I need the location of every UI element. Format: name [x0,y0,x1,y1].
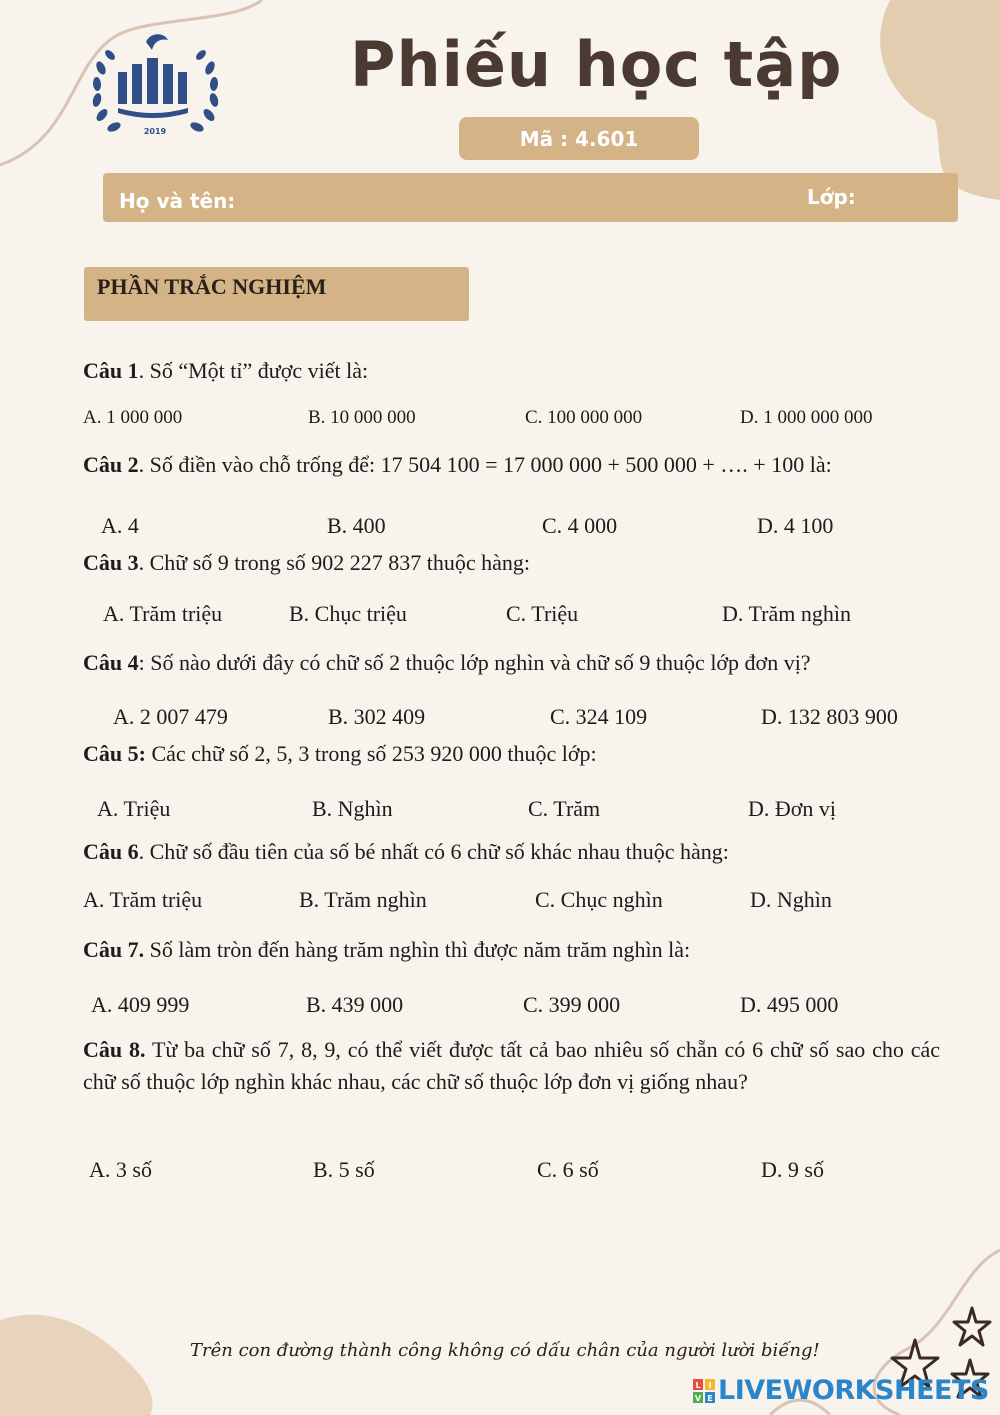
option-5b[interactable]: B. Nghìn [312,796,393,821]
svg-text:I: I [708,1381,712,1390]
question-text: . Chữ số 9 trong số 902 227 837 thuộc hàng: [138,550,531,575]
name-label: Họ và tên: [119,189,236,213]
option-8b[interactable]: B. 5 số [313,1157,375,1182]
option-1a[interactable]: A. 1 000 000 [83,407,183,428]
question-text: Từ ba chữ số 7, 8, 9, có thể viết được tất cả bao nhiêu số chẵn có 6 chữ số sao cho các chữ số thuộc lớp nghìn khác nhau, các chữ số thuộc lớp đơn vị giống nhau? [83,1037,940,1094]
question-4 [83,647,953,679]
question-3 [83,547,953,579]
class-label: Lớp: [807,185,856,209]
option-3c[interactable]: C. Triệu [506,601,579,626]
option-8a[interactable]: A. 3 số [89,1157,152,1182]
question-label: Câu 3 [83,550,139,575]
option-2d[interactable]: D. 4 100 [757,513,834,538]
question-text: Số làm tròn đến hàng trăm nghìn thì được năm trăm nghìn là: [144,937,691,962]
logo-year: 2019 [143,127,167,136]
question-text: . Chữ số đầu tiên của số bé nhất có 6 chữ số khác nhau thuộc hàng: [138,839,729,864]
option-4c[interactable]: C. 324 109 [550,704,648,729]
student-info-bar [103,173,958,222]
liveworksheets-logo-icon [693,1379,715,1403]
option-1c[interactable]: C. 100 000 000 [525,407,643,428]
question-5 [83,738,953,770]
option-7c[interactable]: C. 399 000 [523,992,621,1017]
question-8 [83,1034,940,1098]
question-text: Các chữ số 2, 5, 3 trong số 253 920 000 thuộc lớp: [145,741,597,766]
school-logo [88,30,223,142]
question-text: . Số điền vào chỗ trống để: 17 504 100 = 17 000 000 + 500 000 + …. + 100 là: [138,452,832,477]
question-label: Câu 6 [83,839,139,864]
worksheet-code [459,117,699,160]
question-2 [83,449,953,481]
option-7a[interactable]: A. 409 999 [91,992,190,1017]
option-7b[interactable]: B. 439 000 [306,992,404,1017]
question-7 [83,934,953,966]
option-3a[interactable]: A. Trăm triệu [103,601,223,626]
option-6d[interactable]: D. Nghìn [750,887,832,912]
option-8d[interactable]: D. 9 số [761,1157,824,1182]
option-4d[interactable]: D. 132 803 900 [761,704,898,729]
option-1b[interactable]: B. 10 000 000 [308,407,416,428]
svg-text:V: V [694,1394,702,1403]
option-3d[interactable]: D. Trăm nghìn [722,601,851,626]
option-5c[interactable]: C. Trăm [528,796,601,821]
section-title: PHẦN TRẮC NGHIỆM [97,274,327,299]
option-6b[interactable]: B. Trăm nghìn [299,887,427,912]
option-8c[interactable]: C. 6 số [537,1157,599,1182]
svg-text:E: E [707,1394,713,1403]
liveworksheets-brand[interactable]: LIVEWORKSHEETS [718,1375,989,1406]
option-1d[interactable]: D. 1 000 000 000 [740,407,873,428]
question-label: Câu 5: [83,741,146,766]
option-5a[interactable]: A. Triệu [97,796,171,821]
option-5d[interactable]: D. Đơn vị [748,796,837,821]
page-title: Phiếu học tập [350,28,843,101]
question-6 [83,836,953,868]
option-2b[interactable]: B. 400 [327,513,386,538]
worksheet-code-text: Mã : 4.601 [519,126,639,151]
option-7d[interactable]: D. 495 000 [740,992,839,1017]
question-label: Câu 8. [83,1037,146,1062]
option-6a[interactable]: A. Trăm triệu [83,887,203,912]
footer-quote: Trên con đường thành công không có dấu chân của người lười biếng! [190,1340,820,1361]
question-label: Câu 1 [83,358,139,383]
svg-text:L: L [695,1381,701,1390]
option-4a[interactable]: A. 2 007 479 [113,704,228,729]
question-1 [83,355,953,387]
question-text: : Số nào dưới đây có chữ số 2 thuộc lớp nghìn và chữ số 9 thuộc lớp đơn vị? [138,650,811,675]
option-3b[interactable]: B. Chục triệu [289,601,407,626]
question-label: Câu 4 [83,650,139,675]
option-4b[interactable]: B. 302 409 [328,704,426,729]
section-header [84,267,469,321]
option-6c[interactable]: C. Chục nghìn [535,887,663,912]
question-label: Câu 2 [83,452,139,477]
question-text: . Số “Một tỉ” được viết là: [138,358,369,383]
option-2a[interactable]: A. 4 [101,513,139,538]
question-label: Câu 7. [83,937,145,962]
option-2c[interactable]: C. 4 000 [542,513,618,538]
